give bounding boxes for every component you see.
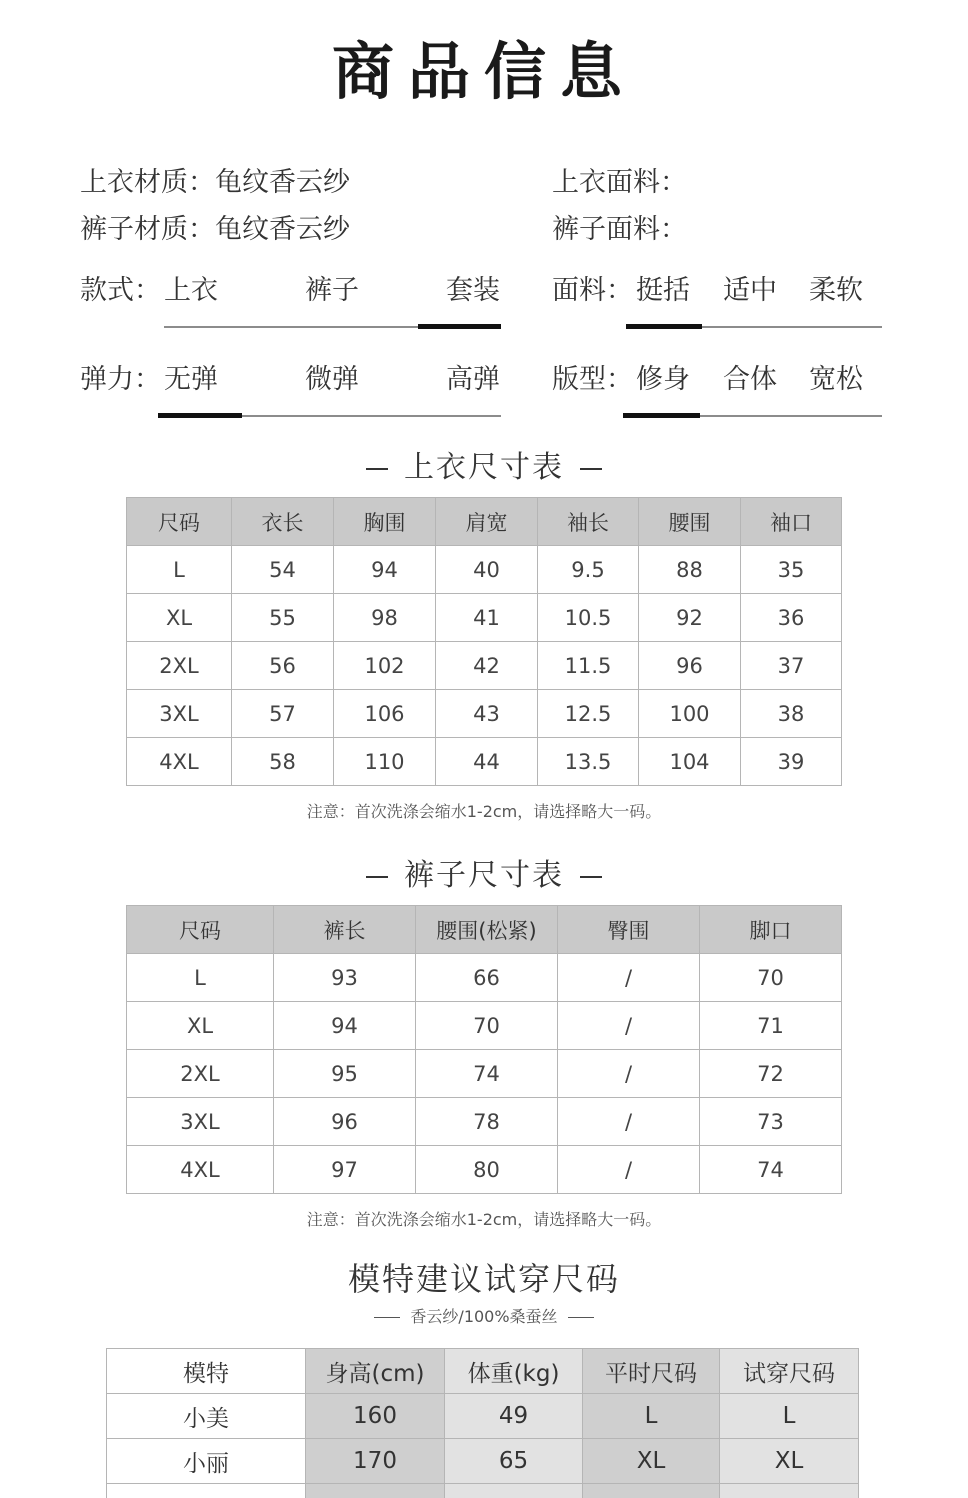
table-row <box>107 1394 859 1439</box>
top-size-table-title <box>0 442 968 486</box>
table-cell: 2XL <box>127 1050 274 1098</box>
subtitle-dash-left <box>374 1317 400 1318</box>
column-header: 衣长 <box>232 498 334 546</box>
table-cell: L <box>583 1394 720 1439</box>
column-header: 腰围 <box>639 498 741 546</box>
table-cell: / <box>558 1098 700 1146</box>
top-table-note: 注意：首次洗涤会缩水1-2cm，请选择略大一码。 <box>306 802 662 821</box>
table-cell: 小美 <box>107 1394 306 1439</box>
table-row <box>127 1002 842 1050</box>
elasticity-selected-indicator <box>158 413 242 418</box>
top-material-value: 龟纹香云纱 <box>215 167 350 198</box>
table-row <box>127 738 842 786</box>
table-cell <box>720 1484 859 1498</box>
model-section-subtitle-text: 香云纱/100%桑蚕丝 <box>410 1307 558 1326</box>
style-option-set[interactable]: 套装 <box>446 275 500 306</box>
table-cell: 65 <box>445 1439 583 1484</box>
title-dash-left <box>366 468 388 470</box>
table-cell: XL <box>127 1002 274 1050</box>
table-cell: 55 <box>232 594 334 642</box>
column-header: 脚口 <box>700 906 842 954</box>
table-cell: / <box>558 1050 700 1098</box>
fabric-option-stiff[interactable]: 挺括 <box>636 275 690 306</box>
column-header: 模特 <box>107 1349 306 1394</box>
table-cell <box>445 1484 583 1498</box>
table-cell <box>306 1484 445 1498</box>
table-row <box>127 1146 842 1194</box>
table-cell: 70 <box>416 1002 558 1050</box>
pants-fabric-label: 裤子面料： <box>552 214 687 245</box>
model-section-title: 模特建议试穿尺码 <box>347 1260 620 1298</box>
table-cell: 41 <box>436 594 538 642</box>
elasticity-attribute <box>80 357 505 417</box>
table-cell: 93 <box>274 954 416 1002</box>
table-cell: 13.5 <box>538 738 639 786</box>
table-cell: 110 <box>334 738 436 786</box>
table-cell: 97 <box>274 1146 416 1194</box>
fit-option-regular[interactable]: 合体 <box>723 364 777 395</box>
table-cell: 78 <box>416 1098 558 1146</box>
table-row <box>107 1439 859 1484</box>
title-dash-right <box>580 468 602 470</box>
table-cell: 74 <box>700 1146 842 1194</box>
table-cell: 170 <box>306 1439 445 1484</box>
table-cell: XL <box>720 1439 859 1484</box>
elasticity-option-none[interactable]: 无弹 <box>164 364 218 395</box>
table-cell: 43 <box>436 690 538 738</box>
table-cell: 106 <box>334 690 436 738</box>
table-cell: 100 <box>639 690 741 738</box>
column-header: 裤长 <box>274 906 416 954</box>
fit-selected-indicator <box>623 413 700 418</box>
table-cell: 94 <box>334 546 436 594</box>
table-row <box>127 546 842 594</box>
table-cell: 71 <box>700 1002 842 1050</box>
table-cell: 54 <box>232 546 334 594</box>
column-header: 尺码 <box>127 906 274 954</box>
column-header: 试穿尺码 <box>720 1349 859 1394</box>
column-header: 胸围 <box>334 498 436 546</box>
table-cell: 42 <box>436 642 538 690</box>
column-header: 袖口 <box>741 498 842 546</box>
fabric-label: 面料： <box>552 275 633 306</box>
column-header: 身高(cm) <box>306 1349 445 1394</box>
table-cell: 66 <box>416 954 558 1002</box>
table-cell: 39 <box>741 738 842 786</box>
page-title: 商品信息 <box>331 35 636 108</box>
pants-material-value: 龟纹香云纱 <box>215 214 350 245</box>
column-header: 袖长 <box>538 498 639 546</box>
column-header: 尺码 <box>127 498 232 546</box>
table-cell: 73 <box>700 1098 842 1146</box>
fabric-option-medium[interactable]: 适中 <box>723 275 777 306</box>
table-cell: 74 <box>416 1050 558 1098</box>
model-section-subtitle <box>0 1304 968 1327</box>
table-header-row <box>127 498 842 546</box>
table-cell: 35 <box>741 546 842 594</box>
elasticity-label: 弹力： <box>80 364 161 395</box>
table-cell: 92 <box>639 594 741 642</box>
pants-size-table-title <box>0 850 968 894</box>
table-cell: 37 <box>741 642 842 690</box>
table-cell: 4XL <box>127 1146 274 1194</box>
table-cell: 9.5 <box>538 546 639 594</box>
table-cell: 102 <box>334 642 436 690</box>
column-header: 体重(kg) <box>445 1349 583 1394</box>
column-header: 腰围(松紧) <box>416 906 558 954</box>
fit-attribute <box>552 357 887 417</box>
table-cell: / <box>558 1002 700 1050</box>
fit-label: 版型： <box>552 364 633 395</box>
table-cell: 38 <box>741 690 842 738</box>
table-cell <box>107 1484 306 1498</box>
table-cell: L <box>127 954 274 1002</box>
table-cell: 4XL <box>127 738 232 786</box>
table-header-row <box>127 906 842 954</box>
table-cell: 12.5 <box>538 690 639 738</box>
pants-material-line <box>80 207 350 246</box>
table-cell: 36 <box>741 594 842 642</box>
table-cell: 88 <box>639 546 741 594</box>
column-header: 臀围 <box>558 906 700 954</box>
title-dash-right <box>580 876 602 878</box>
title-dash-left <box>366 876 388 878</box>
table-row-partial <box>107 1484 859 1498</box>
table-cell: L <box>720 1394 859 1439</box>
table-cell: 70 <box>700 954 842 1002</box>
style-option-top[interactable]: 上衣 <box>164 275 218 306</box>
table-cell: / <box>558 954 700 1002</box>
table-cell: XL <box>583 1439 720 1484</box>
top-size-table-title-text: 上衣尺寸表 <box>404 450 564 485</box>
table-cell: 94 <box>274 1002 416 1050</box>
fabric-attribute <box>552 268 887 328</box>
top-material-label: 上衣材质： <box>80 167 215 198</box>
table-cell: 160 <box>306 1394 445 1439</box>
table-cell: 2XL <box>127 642 232 690</box>
table-cell: 58 <box>232 738 334 786</box>
fit-option-slim[interactable]: 修身 <box>636 364 690 395</box>
column-header: 平时尺码 <box>583 1349 720 1394</box>
pants-size-table-title-text: 裤子尺寸表 <box>404 858 564 893</box>
table-row <box>127 690 842 738</box>
table-cell: 49 <box>445 1394 583 1439</box>
table-cell: 57 <box>232 690 334 738</box>
table-cell: 98 <box>334 594 436 642</box>
pants-table-note: 注意：首次洗涤会缩水1-2cm，请选择略大一码。 <box>306 1210 662 1229</box>
table-cell: L <box>127 546 232 594</box>
style-selected-indicator <box>418 324 501 329</box>
fabric-selected-indicator <box>626 324 702 329</box>
top-fabric-label: 上衣面料： <box>552 167 687 198</box>
table-row <box>127 954 842 1002</box>
table-cell: 96 <box>274 1098 416 1146</box>
fabric-option-soft[interactable]: 柔软 <box>809 275 863 306</box>
table-cell: 44 <box>436 738 538 786</box>
table-cell: XL <box>127 594 232 642</box>
table-row <box>127 1050 842 1098</box>
table-cell: 104 <box>639 738 741 786</box>
pants-size-table <box>126 905 842 1194</box>
top-size-table <box>126 497 842 786</box>
table-cell: 3XL <box>127 1098 274 1146</box>
table-cell: 56 <box>232 642 334 690</box>
table-cell: 40 <box>436 546 538 594</box>
table-header-row <box>107 1349 859 1394</box>
style-attribute <box>80 268 505 328</box>
table-cell: 72 <box>700 1050 842 1098</box>
table-row <box>127 642 842 690</box>
table-row <box>127 594 842 642</box>
model-size-table <box>106 1348 859 1498</box>
table-cell <box>583 1484 720 1498</box>
table-cell: 小丽 <box>107 1439 306 1484</box>
table-cell: 96 <box>639 642 741 690</box>
top-material-line <box>80 160 350 199</box>
elasticity-option-high[interactable]: 高弹 <box>446 364 500 395</box>
elasticity-option-slight[interactable]: 微弹 <box>305 364 359 395</box>
table-cell: 3XL <box>127 690 232 738</box>
pants-material-label: 裤子材质： <box>80 214 215 245</box>
table-row <box>127 1098 842 1146</box>
fit-option-loose[interactable]: 宽松 <box>809 364 863 395</box>
table-cell: 11.5 <box>538 642 639 690</box>
table-cell: 95 <box>274 1050 416 1098</box>
subtitle-dash-right <box>568 1317 594 1318</box>
table-cell: / <box>558 1146 700 1194</box>
table-cell: 80 <box>416 1146 558 1194</box>
table-cell: 10.5 <box>538 594 639 642</box>
column-header: 肩宽 <box>436 498 538 546</box>
style-label: 款式： <box>80 275 161 306</box>
style-option-pants[interactable]: 裤子 <box>305 275 359 306</box>
